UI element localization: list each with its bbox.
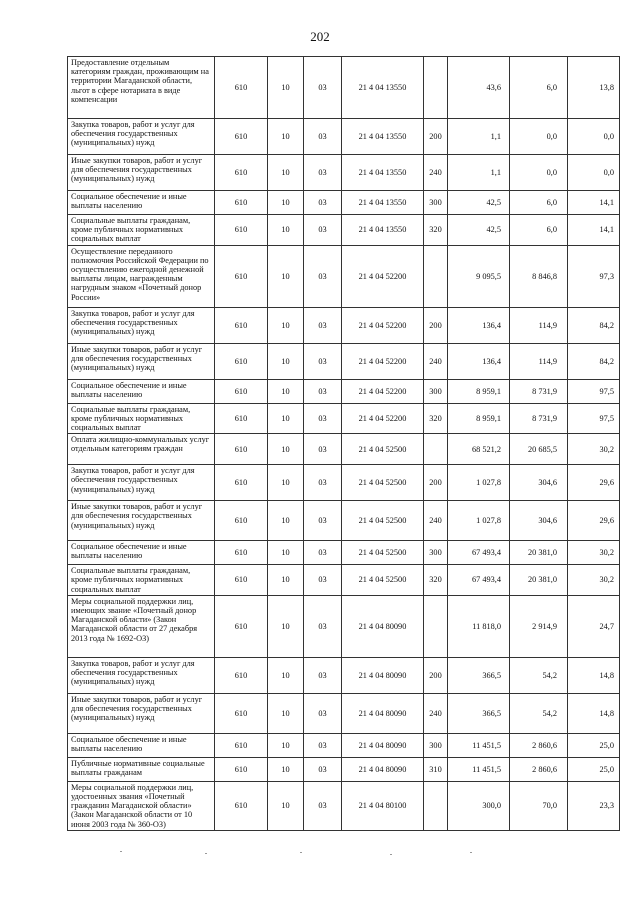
cell-subsection: 03 <box>304 501 342 541</box>
cell-subsection: 03 <box>304 215 342 246</box>
cell-expense-type: 240 <box>424 693 448 733</box>
cell-name: Социальное обеспечение и иные выплаты населению <box>68 379 215 403</box>
cell-subsection: 03 <box>304 565 342 596</box>
cell-name: Социальные выплаты гражданам, кроме публичных нормативных социальных выплат <box>68 565 215 596</box>
cell-name: Закупка товаров, работ и услуг для обеспечения государственных (муниципальных) нужд <box>68 657 215 693</box>
cell-ministry: 610 <box>215 733 268 757</box>
budget-table <box>67 56 620 831</box>
cell-ministry: 610 <box>215 215 268 246</box>
cell-approved: 1,1 <box>448 119 510 155</box>
cell-section: 10 <box>268 541 304 565</box>
cell-approved: 42,5 <box>448 215 510 246</box>
cell-target-article: 21 4 04 52200 <box>342 245 424 307</box>
cell-subsection: 03 <box>304 434 342 465</box>
cell-ministry: 610 <box>215 191 268 215</box>
cell-approved: 42,5 <box>448 191 510 215</box>
cell-percent: 30,2 <box>568 434 620 465</box>
cell-executed: 70,0 <box>510 781 568 830</box>
cell-target-article: 21 4 04 13550 <box>342 215 424 246</box>
cell-percent: 97,5 <box>568 403 620 434</box>
cell-target-article: 21 4 04 52500 <box>342 501 424 541</box>
cell-executed: 8 846,8 <box>510 245 568 307</box>
cell-subsection: 03 <box>304 693 342 733</box>
cell-ministry: 610 <box>215 595 268 657</box>
cell-section: 10 <box>268 57 304 119</box>
cell-expense-type <box>424 245 448 307</box>
table-row <box>68 191 620 215</box>
scan-speck <box>470 852 472 853</box>
cell-section: 10 <box>268 595 304 657</box>
cell-percent: 97,3 <box>568 245 620 307</box>
cell-percent: 84,2 <box>568 343 620 379</box>
cell-percent: 29,6 <box>568 501 620 541</box>
table-row <box>68 733 620 757</box>
cell-subsection: 03 <box>304 155 342 191</box>
cell-approved: 67 493,4 <box>448 565 510 596</box>
cell-expense-type: 320 <box>424 403 448 434</box>
cell-executed: 6,0 <box>510 191 568 215</box>
cell-ministry: 610 <box>215 434 268 465</box>
cell-percent: 25,0 <box>568 733 620 757</box>
cell-approved: 68 521,2 <box>448 434 510 465</box>
cell-subsection: 03 <box>304 657 342 693</box>
cell-target-article: 21 4 04 52500 <box>342 465 424 501</box>
cell-section: 10 <box>268 307 304 343</box>
cell-name: Иные закупки товаров, работ и услуг для обеспечения государственных (муниципальных) нужд <box>68 155 215 191</box>
cell-target-article: 21 4 04 52200 <box>342 343 424 379</box>
cell-name: Социальное обеспечение и иные выплаты населению <box>68 733 215 757</box>
cell-section: 10 <box>268 155 304 191</box>
cell-executed: 114,9 <box>510 343 568 379</box>
cell-section: 10 <box>268 657 304 693</box>
cell-target-article: 21 4 04 13550 <box>342 191 424 215</box>
cell-expense-type <box>424 781 448 830</box>
cell-subsection: 03 <box>304 307 342 343</box>
cell-target-article: 21 4 04 13550 <box>342 119 424 155</box>
cell-ministry: 610 <box>215 693 268 733</box>
cell-ministry: 610 <box>215 379 268 403</box>
cell-name: Иные закупки товаров, работ и услуг для обеспечения государственных (муниципальных) нужд <box>68 693 215 733</box>
cell-percent: 84,2 <box>568 307 620 343</box>
cell-percent: 0,0 <box>568 119 620 155</box>
cell-subsection: 03 <box>304 191 342 215</box>
cell-executed: 114,9 <box>510 307 568 343</box>
cell-name: Публичные нормативные социальные выплаты гражданам <box>68 757 215 781</box>
cell-name: Осуществление переданного полномочия Российской Федерации по осуществлению ежегодной денежной выплаты лицам, награжденным нагрудным знаком «Почетный донор России» <box>68 245 215 307</box>
table-row <box>68 541 620 565</box>
cell-target-article: 21 4 04 52500 <box>342 565 424 596</box>
cell-target-article: 21 4 04 52200 <box>342 403 424 434</box>
cell-executed: 20 685,5 <box>510 434 568 465</box>
table-row <box>68 119 620 155</box>
cell-section: 10 <box>268 245 304 307</box>
cell-approved: 1 027,8 <box>448 465 510 501</box>
table-row <box>68 343 620 379</box>
cell-name: Меры социальной поддержки лиц, удостоенных звания «Почетный гражданин Магаданской области» (Закон Магаданской области от 10 июня 2003 года № 360-ОЗ) <box>68 781 215 830</box>
cell-target-article: 21 4 04 13550 <box>342 57 424 119</box>
cell-name: Оплата жилищно-коммунальных услуг отдельным категориям граждан <box>68 434 215 465</box>
table-row <box>68 595 620 657</box>
table-row <box>68 465 620 501</box>
budget-table-body <box>68 57 620 831</box>
cell-subsection: 03 <box>304 541 342 565</box>
cell-approved: 1,1 <box>448 155 510 191</box>
cell-approved: 366,5 <box>448 693 510 733</box>
cell-approved: 67 493,4 <box>448 541 510 565</box>
cell-executed: 20 381,0 <box>510 541 568 565</box>
cell-executed: 8 731,9 <box>510 379 568 403</box>
cell-percent: 14,8 <box>568 657 620 693</box>
cell-approved: 8 959,1 <box>448 403 510 434</box>
cell-subsection: 03 <box>304 757 342 781</box>
cell-approved: 11 451,5 <box>448 733 510 757</box>
cell-section: 10 <box>268 403 304 434</box>
cell-expense-type: 200 <box>424 657 448 693</box>
cell-percent: 14,1 <box>568 215 620 246</box>
cell-executed: 20 381,0 <box>510 565 568 596</box>
cell-ministry: 610 <box>215 245 268 307</box>
cell-executed: 304,6 <box>510 465 568 501</box>
cell-section: 10 <box>268 757 304 781</box>
table-row <box>68 693 620 733</box>
table-row <box>68 215 620 246</box>
cell-percent: 14,1 <box>568 191 620 215</box>
cell-expense-type: 310 <box>424 757 448 781</box>
cell-percent: 29,6 <box>568 465 620 501</box>
table-row <box>68 307 620 343</box>
cell-target-article: 21 4 04 52500 <box>342 541 424 565</box>
cell-percent: 14,8 <box>568 693 620 733</box>
cell-executed: 2 860,6 <box>510 733 568 757</box>
cell-name: Закупка товаров, работ и услуг для обеспечения государственных (муниципальных) нужд <box>68 465 215 501</box>
cell-approved: 11 451,5 <box>448 757 510 781</box>
cell-section: 10 <box>268 565 304 596</box>
cell-ministry: 610 <box>215 57 268 119</box>
cell-approved: 1 027,8 <box>448 501 510 541</box>
cell-approved: 366,5 <box>448 657 510 693</box>
cell-target-article: 21 4 04 80090 <box>342 757 424 781</box>
cell-percent: 30,2 <box>568 541 620 565</box>
scan-speck <box>300 852 302 853</box>
cell-name: Иные закупки товаров, работ и услуг для обеспечения государственных (муниципальных) нужд <box>68 343 215 379</box>
table-row <box>68 245 620 307</box>
cell-section: 10 <box>268 501 304 541</box>
table-row <box>68 57 620 119</box>
cell-expense-type: 320 <box>424 565 448 596</box>
cell-ministry: 610 <box>215 657 268 693</box>
cell-ministry: 610 <box>215 757 268 781</box>
cell-section: 10 <box>268 119 304 155</box>
cell-name: Социальное обеспечение и иные выплаты населению <box>68 191 215 215</box>
cell-section: 10 <box>268 215 304 246</box>
cell-approved: 11 818,0 <box>448 595 510 657</box>
cell-ministry: 610 <box>215 343 268 379</box>
cell-target-article: 21 4 04 52200 <box>342 307 424 343</box>
scan-speck <box>205 853 207 854</box>
cell-subsection: 03 <box>304 57 342 119</box>
cell-executed: 0,0 <box>510 155 568 191</box>
cell-ministry: 610 <box>215 307 268 343</box>
cell-subsection: 03 <box>304 403 342 434</box>
cell-executed: 54,2 <box>510 693 568 733</box>
cell-name: Социальные выплаты гражданам, кроме публичных нормативных социальных выплат <box>68 215 215 246</box>
scan-speck <box>390 854 392 855</box>
table-row <box>68 379 620 403</box>
cell-name: Предоставление отдельным категориям граждан, проживающим на территории Магаданской области, льгот в сфере нотариата в виде компенсации <box>68 57 215 119</box>
cell-executed: 54,2 <box>510 657 568 693</box>
cell-target-article: 21 4 04 52200 <box>342 379 424 403</box>
cell-approved: 136,4 <box>448 307 510 343</box>
cell-executed: 8 731,9 <box>510 403 568 434</box>
cell-executed: 6,0 <box>510 215 568 246</box>
cell-ministry: 610 <box>215 501 268 541</box>
cell-name: Закупка товаров, работ и услуг для обеспечения государственных (муниципальных) нужд <box>68 307 215 343</box>
cell-expense-type: 300 <box>424 191 448 215</box>
table-row <box>68 501 620 541</box>
cell-section: 10 <box>268 733 304 757</box>
cell-percent: 97,5 <box>568 379 620 403</box>
cell-expense-type: 300 <box>424 379 448 403</box>
cell-section: 10 <box>268 379 304 403</box>
cell-target-article: 21 4 04 80090 <box>342 595 424 657</box>
cell-expense-type <box>424 595 448 657</box>
cell-percent: 24,7 <box>568 595 620 657</box>
cell-section: 10 <box>268 343 304 379</box>
cell-name: Социальные выплаты гражданам, кроме публичных нормативных социальных выплат <box>68 403 215 434</box>
cell-expense-type: 200 <box>424 465 448 501</box>
cell-expense-type: 200 <box>424 119 448 155</box>
cell-executed: 304,6 <box>510 501 568 541</box>
cell-percent: 23,3 <box>568 781 620 830</box>
cell-expense-type: 240 <box>424 501 448 541</box>
cell-subsection: 03 <box>304 343 342 379</box>
cell-section: 10 <box>268 693 304 733</box>
cell-name: Закупка товаров, работ и услуг для обеспечения государственных (муниципальных) нужд <box>68 119 215 155</box>
cell-section: 10 <box>268 191 304 215</box>
cell-name: Социальное обеспечение и иные выплаты населению <box>68 541 215 565</box>
cell-section: 10 <box>268 434 304 465</box>
cell-subsection: 03 <box>304 595 342 657</box>
cell-expense-type <box>424 434 448 465</box>
cell-percent: 0,0 <box>568 155 620 191</box>
scan-speck <box>120 851 122 852</box>
table-row <box>68 403 620 434</box>
cell-expense-type: 200 <box>424 307 448 343</box>
cell-expense-type: 240 <box>424 155 448 191</box>
cell-subsection: 03 <box>304 379 342 403</box>
cell-ministry: 610 <box>215 155 268 191</box>
cell-ministry: 610 <box>215 565 268 596</box>
cell-section: 10 <box>268 781 304 830</box>
cell-executed: 2 914,9 <box>510 595 568 657</box>
cell-section: 10 <box>268 465 304 501</box>
cell-approved: 136,4 <box>448 343 510 379</box>
cell-target-article: 21 4 04 80100 <box>342 781 424 830</box>
cell-target-article: 21 4 04 52500 <box>342 434 424 465</box>
cell-target-article: 21 4 04 80090 <box>342 657 424 693</box>
table-row <box>68 565 620 596</box>
cell-name: Меры социальной поддержки лиц, имеющих звание «Почетный донор Магаданской области» (Закон Магаданской области от 27 декабря 2013 года № 1692-ОЗ) <box>68 595 215 657</box>
cell-percent: 13,8 <box>568 57 620 119</box>
cell-approved: 9 095,5 <box>448 245 510 307</box>
cell-expense-type <box>424 57 448 119</box>
cell-percent: 30,2 <box>568 565 620 596</box>
page-number: 202 <box>310 29 330 44</box>
cell-ministry: 610 <box>215 119 268 155</box>
cell-approved: 8 959,1 <box>448 379 510 403</box>
table-row <box>68 657 620 693</box>
table-row <box>68 434 620 465</box>
cell-executed: 2 860,6 <box>510 757 568 781</box>
cell-subsection: 03 <box>304 245 342 307</box>
cell-expense-type: 300 <box>424 733 448 757</box>
cell-target-article: 21 4 04 80090 <box>342 733 424 757</box>
cell-executed: 6,0 <box>510 57 568 119</box>
cell-executed: 0,0 <box>510 119 568 155</box>
cell-ministry: 610 <box>215 781 268 830</box>
cell-approved: 43,6 <box>448 57 510 119</box>
cell-target-article: 21 4 04 80090 <box>342 693 424 733</box>
cell-expense-type: 300 <box>424 541 448 565</box>
cell-subsection: 03 <box>304 119 342 155</box>
cell-subsection: 03 <box>304 465 342 501</box>
cell-target-article: 21 4 04 13550 <box>342 155 424 191</box>
cell-subsection: 03 <box>304 781 342 830</box>
cell-ministry: 610 <box>215 403 268 434</box>
table-row <box>68 155 620 191</box>
cell-percent: 25,0 <box>568 757 620 781</box>
cell-expense-type: 240 <box>424 343 448 379</box>
table-row <box>68 781 620 830</box>
cell-subsection: 03 <box>304 733 342 757</box>
cell-approved: 300,0 <box>448 781 510 830</box>
cell-name: Иные закупки товаров, работ и услуг для обеспечения государственных (муниципальных) нужд <box>68 501 215 541</box>
cell-ministry: 610 <box>215 541 268 565</box>
cell-ministry: 610 <box>215 465 268 501</box>
cell-expense-type: 320 <box>424 215 448 246</box>
table-row <box>68 757 620 781</box>
